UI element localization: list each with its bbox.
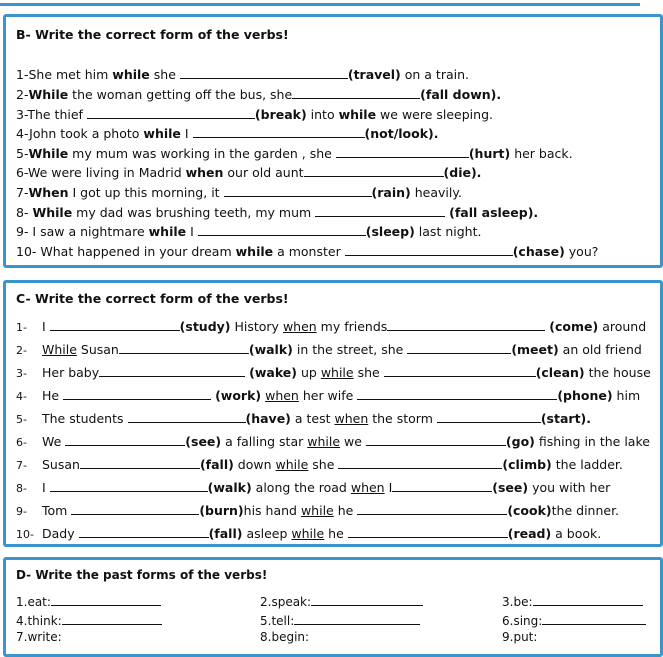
section-c-title: C- Write the correct form of the verbs!	[16, 291, 289, 306]
b-item-3: 3-The thief (break) into while we were sleeping.	[16, 107, 493, 122]
c-item-9: 9- Tom (burn)his hand while he (cook)the dinner.	[16, 503, 620, 518]
c-item-1: 1- I (study) History when my friends (come) around	[16, 319, 647, 334]
answer-blank[interactable]	[51, 594, 161, 606]
c-item-6: 6- We (see) a falling star while we (go) fishing in the lake	[16, 434, 650, 449]
d-cell-sing: 6.sing:	[502, 613, 646, 628]
c-item-7: 7- Susan (fall) down while she (climb) the ladder.	[16, 457, 623, 472]
answer-blank[interactable]	[366, 434, 506, 446]
answer-blank[interactable]	[338, 457, 502, 469]
d-cell-write: 7.write:	[16, 630, 62, 644]
b-item-10: 10- What happened in your dream while a monster (chase) you?	[16, 244, 599, 259]
answer-blank[interactable]	[387, 319, 545, 331]
c-item-8: 8- I (walk) along the road when I (see) you with her	[16, 480, 611, 495]
answer-blank[interactable]	[65, 434, 185, 446]
section-d-title: D- Write the past forms of the verbs!	[16, 568, 268, 582]
answer-blank[interactable]	[407, 342, 511, 354]
c-item-2: 2- While Susan (walk) in the street, she (meet) an old friend	[16, 342, 642, 357]
answer-blank[interactable]	[392, 480, 492, 492]
answer-blank[interactable]	[294, 613, 420, 625]
answer-blank[interactable]	[87, 107, 255, 119]
d-cell-be: 3.be:	[502, 594, 643, 609]
answer-blank[interactable]	[193, 126, 365, 138]
answer-blank[interactable]	[50, 319, 180, 331]
answer-blank[interactable]	[542, 613, 646, 625]
answer-blank[interactable]	[62, 613, 162, 625]
answer-blank[interactable]	[357, 388, 557, 400]
d-cell-think: 4.think:	[16, 613, 162, 628]
answer-blank[interactable]	[533, 594, 643, 606]
answer-blank[interactable]	[128, 411, 246, 423]
section-c	[3, 280, 663, 547]
c-item-4: 4- He (work) when her wife (phone) him	[16, 388, 641, 403]
answer-blank[interactable]	[384, 365, 536, 377]
top-border	[0, 0, 640, 6]
answer-blank[interactable]	[79, 526, 209, 538]
d-cell-tell: 5.tell:	[260, 613, 420, 628]
answer-blank[interactable]	[304, 165, 444, 177]
b-item-5: 5-While my mum was working in the garden , she (hurt) her back.	[16, 146, 573, 161]
answer-blank[interactable]	[437, 411, 541, 423]
section-d	[3, 557, 663, 657]
d-cell-put: 9.put:	[502, 630, 538, 644]
c-item-5: 5- The students (have) a test when the storm (start).	[16, 411, 592, 426]
answer-blank[interactable]	[50, 480, 208, 492]
answer-blank[interactable]	[80, 457, 200, 469]
d-cell-speak: 2.speak:	[260, 594, 423, 609]
answer-blank[interactable]	[292, 87, 420, 99]
answer-blank[interactable]	[345, 244, 513, 256]
answer-blank[interactable]	[357, 503, 507, 515]
answer-blank[interactable]	[224, 185, 372, 197]
answer-blank[interactable]	[180, 67, 348, 79]
c-item-3: 3- Her baby (wake) up while she (clean) the house	[16, 365, 651, 380]
d-cell-begin: 8.begin:	[260, 630, 310, 644]
answer-blank[interactable]	[315, 205, 445, 217]
answer-blank[interactable]	[198, 224, 366, 236]
b-item-2: 2-While the woman getting off the bus, she (fall down).	[16, 87, 502, 102]
answer-blank[interactable]	[311, 594, 423, 606]
b-item-8: 8- While my dad was brushing teeth, my mum (fall asleep).	[16, 205, 539, 220]
section-b-title: B- Write the correct form of the verbs!	[16, 27, 289, 42]
b-item-6: 6-We were living in Madrid when our old aunt (die).	[16, 165, 482, 180]
answer-blank[interactable]	[99, 365, 245, 377]
c-item-10: 10- Dady (fall) asleep while he (read) a book.	[16, 526, 602, 541]
b-item-1: 1-She met him while she (travel) on a train.	[16, 67, 470, 82]
b-item-4: 4-John took a photo while I (not/look).	[16, 126, 439, 141]
d-cell-eat: 1.eat:	[16, 594, 161, 609]
answer-blank[interactable]	[119, 342, 249, 354]
answer-blank[interactable]	[71, 503, 199, 515]
b-item-9: 9- I saw a nightmare while I (sleep) last night.	[16, 224, 482, 239]
b-item-7: 7-When I got up this morning, it (rain) heavily.	[16, 185, 462, 200]
answer-blank[interactable]	[63, 388, 211, 400]
answer-blank[interactable]	[336, 146, 469, 158]
answer-blank[interactable]	[348, 526, 508, 538]
section-b	[3, 14, 663, 268]
